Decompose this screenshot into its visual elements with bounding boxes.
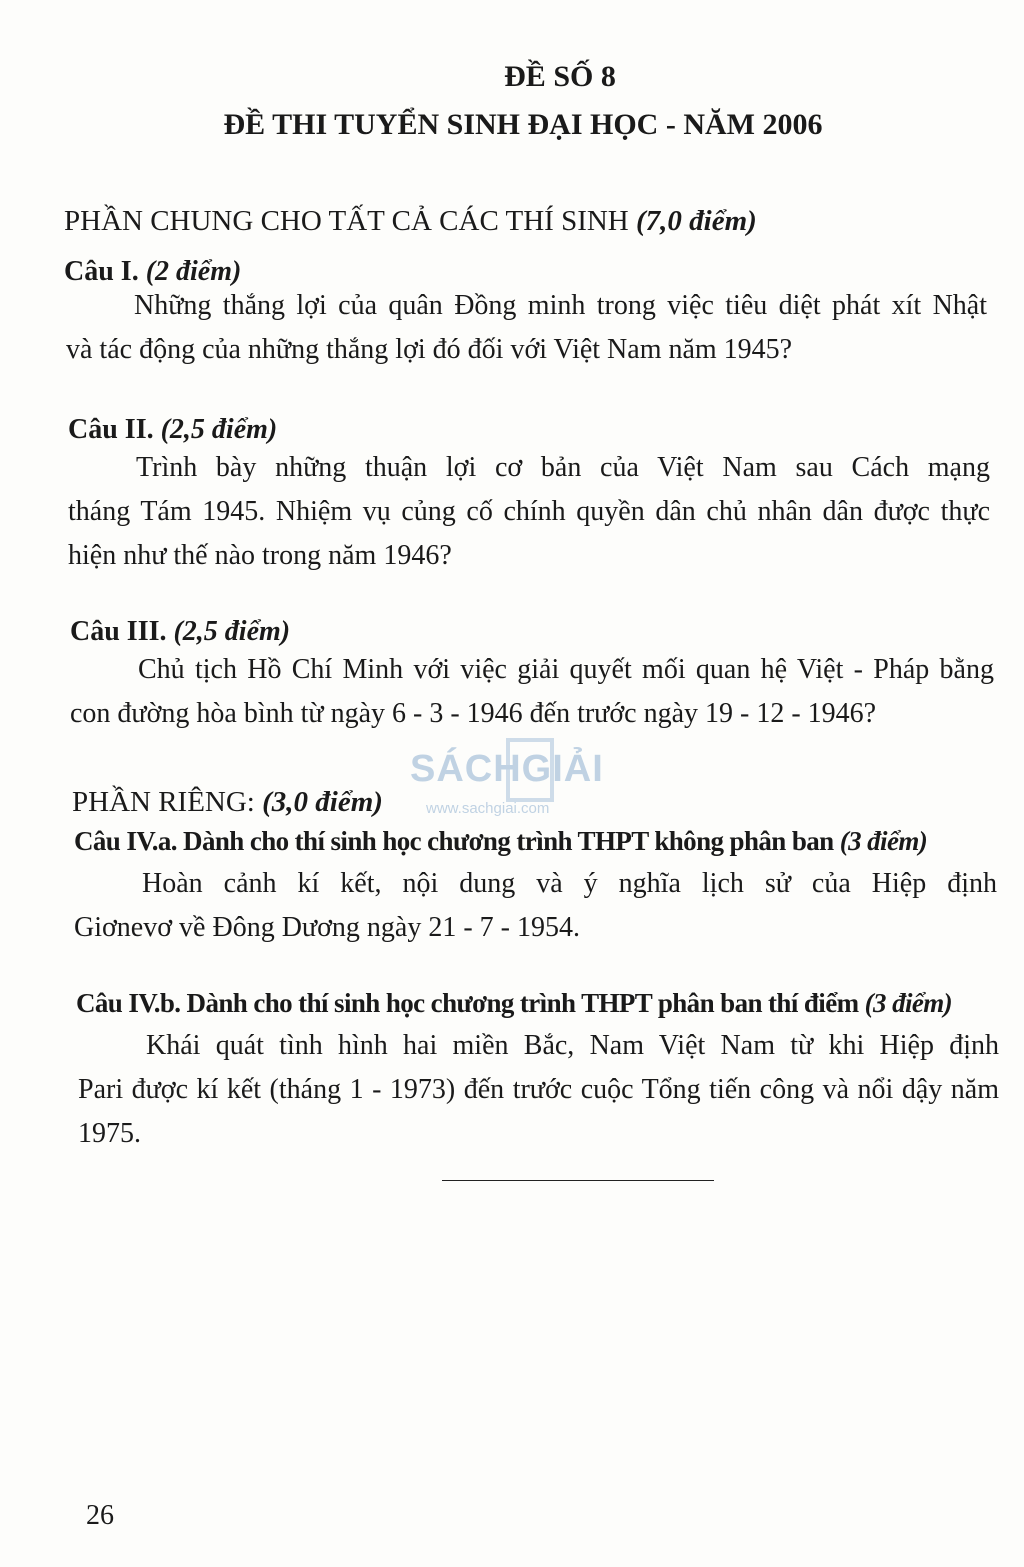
- question-4b-label: Câu IV.b. Dành cho thí sinh học chương trình THPT phân ban thí điểm: [76, 988, 865, 1018]
- question-4a-points: (3 điểm): [839, 826, 928, 856]
- question-1-points: (2 điểm): [145, 256, 242, 287]
- question-4a-text: Hoàn cảnh kí kết, nội dung và ý nghĩa lịch sử của Hiệp định Giơnevơ về Đông Dương ngày 21 - 7 - 1954.: [74, 868, 997, 943]
- question-3-label: Câu III.: [70, 616, 174, 647]
- watermark-url: www.sachgiai.com: [426, 800, 550, 817]
- end-divider: [442, 1180, 714, 1181]
- exam-title: ĐỀ THI TUYỂN SINH ĐẠI HỌC - NĂM 2006: [223, 108, 823, 141]
- page-number: 26: [86, 1500, 114, 1531]
- question-2-label: Câu II.: [68, 414, 161, 445]
- question-4b-points: (3 điểm): [864, 988, 953, 1018]
- watermark-logo: [410, 738, 620, 830]
- separate-part-points: (3,0 điểm): [262, 786, 383, 818]
- question-4a-label: Câu IV.a. Dành cho thí sinh học chương trình THPT không phân ban: [74, 826, 840, 856]
- question-4a-heading: [74, 826, 927, 857]
- question-2-text: Trình bày những thuận lợi cơ bản của Việt Nam sau Cách mạng tháng Tám 1945. Nhiệm vụ củng cố chính quyền dân chủ nhân dân được thực hiện như thế nào trong năm 1946?: [68, 452, 990, 571]
- question-2-points: (2,5 điểm): [160, 414, 278, 445]
- separate-part-heading: [72, 786, 383, 819]
- question-1-label: Câu I.: [64, 256, 146, 287]
- question-4b-text: Khái quát tình hình hai miền Bắc, Nam Việt Nam từ khi Hiệp định Pari được kí kết (tháng 1 - 1973) đến trước cuộc Tổng tiến công và nổi dậy năm 1975.: [78, 1030, 999, 1149]
- question-3-text: Chủ tịch Hồ Chí Minh với việc giải quyết mối quan hệ Việt - Pháp bằng con đường hòa bình từ ngày 6 - 3 - 1946 đến trước ngày 19 - 12 - 1946?: [70, 654, 994, 729]
- common-part-points: (7,0 điểm): [636, 205, 757, 237]
- question-2-heading: [68, 414, 277, 446]
- common-part-label: PHẦN CHUNG CHO TẤT CẢ CÁC THÍ SINH: [64, 205, 636, 237]
- question-1-text: Những thắng lợi của quân Đồng minh trong việc tiêu diệt phát xít Nhật và tác động của những thắng lợi đó đối với Việt Nam năm 1945?: [66, 290, 987, 365]
- common-part-heading: [64, 205, 757, 238]
- watermark-brand: SÁCHGIẢI: [410, 748, 604, 790]
- exam-number: ĐỀ SỐ 8: [504, 60, 616, 93]
- separate-part-label: PHẦN RIÊNG:: [72, 786, 263, 818]
- question-4b-heading: [76, 988, 952, 1019]
- question-3-heading: [70, 616, 290, 648]
- question-3-points: (2,5 điểm): [173, 616, 291, 647]
